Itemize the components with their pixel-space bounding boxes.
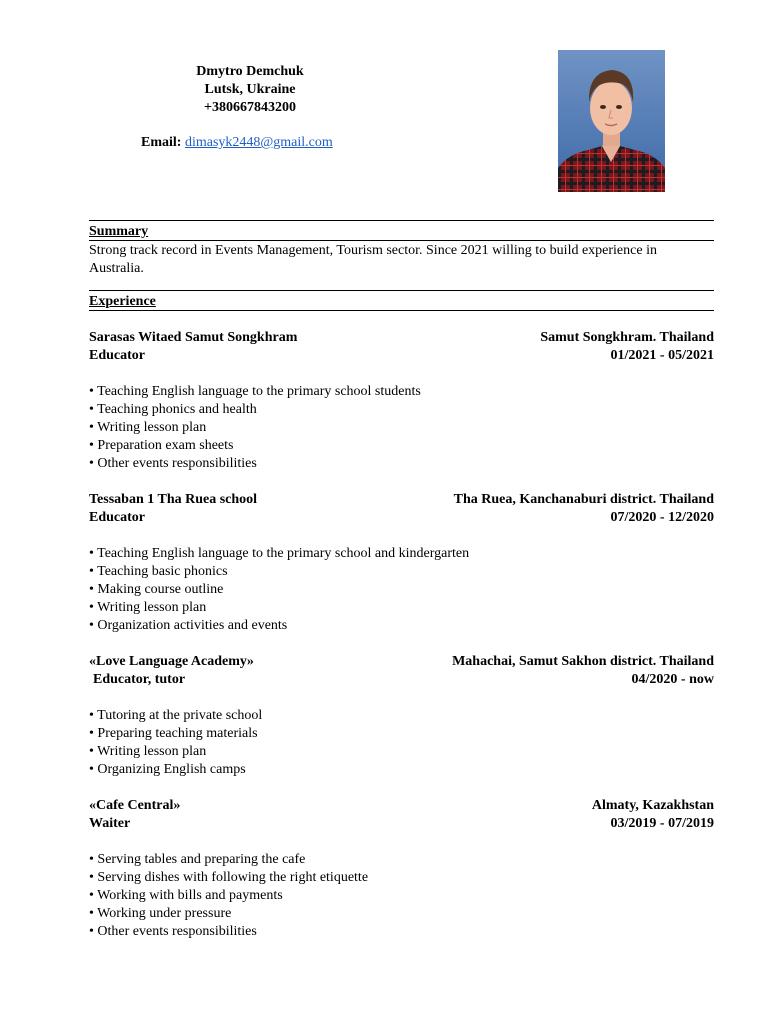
divider [89,278,714,291]
job-role: Educator [89,510,145,525]
job-entry [89,329,714,473]
email-line [141,134,333,152]
resume-header [0,0,768,200]
duty-item: • Serving dishes with following the right etiquette [89,870,369,885]
job-duties [89,707,714,779]
duty-item: • Writing lesson plan [89,600,207,615]
experience-heading: Experience [89,293,714,311]
job-location: Mahachai, Samut Sakhon district. Thailand [452,654,714,669]
duty-item: • Serving tables and preparing the cafe [89,852,306,867]
job-role: Educator [89,348,145,363]
duty-item: • Organization activities and events [89,618,288,633]
job-entry [89,653,714,779]
job-location: Samut Songkhram. Thailand [540,330,714,345]
job-duties [89,851,714,941]
duty-item: • Preparation exam sheets [89,438,234,453]
duty-item: • Making course outline [89,582,224,597]
profile-photo [558,50,665,192]
job-dates: 01/2021 - 05/2021 [610,348,714,363]
email-label: Email: [141,135,182,150]
duty-item: • Writing lesson plan [89,420,207,435]
duty-item: • Working under pressure [89,906,232,921]
duty-item: • Writing lesson plan [89,744,207,759]
duty-item: • Organizing English camps [89,762,246,777]
duty-item: • Teaching English language to the primary school students [89,384,421,399]
duty-item: • Teaching basic phonics [89,564,228,579]
job-dates: 04/2020 - now [631,672,714,687]
duty-item: • Preparing teaching materials [89,726,258,741]
resume-body [89,208,714,941]
job-location: Tha Ruea, Kanchanaburi district. Thailand [453,492,714,507]
job-company: Tessaban 1 Tha Ruea school [89,492,258,507]
profile-photo-image [558,50,665,192]
job-company: «Cafe Central» [89,798,181,813]
job-dates: 03/2019 - 07/2019 [610,816,714,831]
job-duties [89,383,714,473]
job-company: «Love Language Academy» [89,654,254,669]
job-role: Educator, tutor [93,672,186,687]
job-entry [89,797,714,941]
job-dates: 07/2020 - 12/2020 [610,510,714,525]
duty-item: • Working with bills and payments [89,888,283,903]
applicant-phone: +380667843200 [204,100,296,115]
job-entry [89,491,714,635]
job-company: Sarasas Witaed Samut Songkhram [89,330,298,345]
job-location: Almaty, Kazakhstan [591,798,714,813]
job-duties [89,545,714,635]
applicant-city: Lutsk, Ukraine [204,82,296,97]
duty-item: • Tutoring at the private school [89,708,263,723]
duty-item: • Other events responsibilities [89,456,257,471]
contact-block [140,63,360,117]
experience-list [89,329,714,941]
summary-text: Strong track record in Events Management, Tourism sector. Since 2021 willing to build experience in Australia. [89,243,657,276]
divider [89,208,714,221]
job-role: Waiter [89,816,131,831]
email-link[interactable]: dimasyk2448@gmail.com [184,135,333,150]
applicant-name: Dmytro Demchuk [196,64,304,79]
duty-item: • Teaching phonics and health [89,402,257,417]
duty-item: • Teaching English language to the primary school and kindergarten [89,546,470,561]
duty-item: • Other events responsibilities [89,924,257,939]
summary-heading: Summary [89,223,714,241]
